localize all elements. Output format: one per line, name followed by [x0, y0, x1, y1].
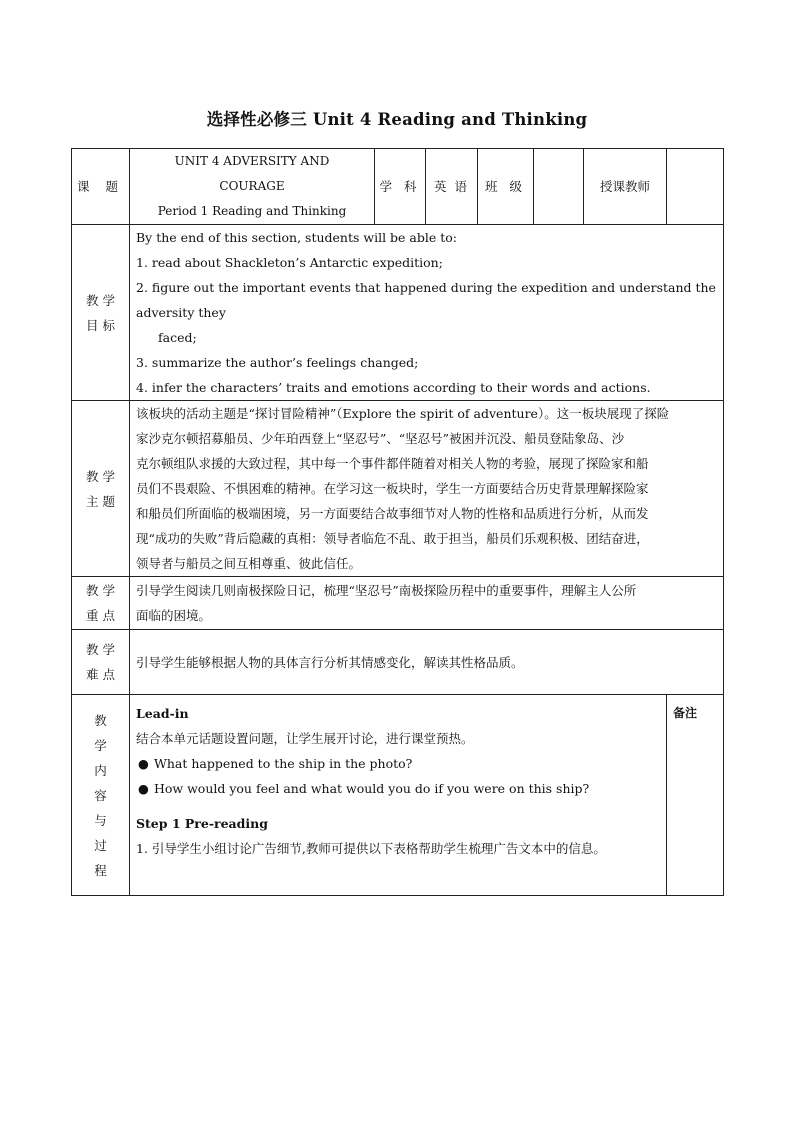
key-points-row: [72, 577, 724, 630]
theme-label: [72, 401, 130, 577]
lesson-plan-table: [71, 148, 724, 896]
key-points-line: 引导学生阅读几则南极探险日记，梳理“坚忍号”南极探险历程中的重要事件，理解主人公所: [136, 583, 637, 598]
objectives-label: [72, 225, 130, 401]
objective-item: 2. figure out the important events that happened during the expedition and understand the adversity they: [136, 280, 716, 320]
bullet-icon: ●: [138, 781, 149, 796]
objective-item: 3. summarize the author’s feelings changed;: [136, 355, 419, 370]
process-label-char: 教: [94, 712, 107, 728]
objective-item-continuation: faced;: [158, 330, 197, 345]
theme-row: [72, 401, 724, 577]
teacher-label: 授课教师: [584, 149, 667, 225]
document-title: 选择性必修三 Unit 4 Reading and Thinking: [206, 110, 588, 129]
subject-label: 学 科: [375, 149, 426, 225]
leadin-heading: Lead-in: [136, 706, 189, 721]
process-label-char: 过: [94, 837, 107, 853]
theme-content: [130, 401, 724, 577]
course-line-3: Period 1 Reading and Thinking: [157, 204, 347, 218]
course-label: 课 题: [72, 149, 130, 225]
course-title-cell: [130, 149, 375, 225]
key-points-label-line-2: 重 点: [86, 608, 115, 623]
theme-line: 克尔顿组队求援的大致过程，其中每一个事件都伴随着对相关人物的考验，展现了探险家和船: [136, 456, 649, 471]
theme-line: 家沙克尔顿招募船员、少年珀西登上“坚忍号”、“坚忍号”被困并沉没、船员登陆象岛、沙: [136, 431, 625, 446]
class-label: 班 级: [478, 149, 534, 225]
header-row: [72, 149, 724, 225]
objectives-row: [72, 225, 724, 401]
subject-value: 英 语: [426, 149, 478, 225]
bullet-item: [136, 751, 660, 776]
theme-label-line-1: 教 学: [86, 468, 115, 484]
theme-line: 领导者与船员之间互相尊重、彼此信任。: [136, 556, 362, 571]
objectives-intro: By the end of this section, students will be able to:: [136, 230, 458, 245]
process-content: [130, 695, 667, 896]
difficulties-content: 引导学生能够根据人物的具体言行分析其情感变化，解读其性格品质。: [130, 630, 724, 695]
bullet-item: [136, 776, 660, 801]
teacher-value: [667, 149, 724, 225]
bullet-icon: ●: [138, 756, 149, 771]
objectives-content: [130, 225, 724, 401]
difficulties-label-line-1: 教 学: [86, 642, 115, 657]
process-label-char: 学: [94, 737, 107, 753]
key-points-label: [72, 577, 130, 630]
process-label: [72, 695, 130, 896]
key-points-content: [130, 577, 724, 630]
theme-label-line-2: 主 题: [86, 493, 115, 509]
leadin-text: 结合本单元话题设置问题，让学生展开讨论，进行课堂预热。: [136, 731, 474, 746]
key-points-line: 面临的困境。: [136, 608, 212, 623]
process-label-char: 内: [94, 762, 107, 778]
bullet-text: How would you feel and what would you do if you were on this ship?: [154, 781, 590, 796]
theme-line: 员们不畏艰险、不惧困难的精神。在学习这一板块时，学生一方面要结合历史背景理解探险家: [136, 481, 649, 496]
course-line-1: UNIT 4 ADVERSITY AND: [174, 154, 330, 168]
objectives-label-line-2: 目 标: [86, 317, 115, 333]
difficulties-label: [72, 630, 130, 695]
difficulties-label-line-2: 难 点: [86, 667, 115, 682]
step1-item: 1. 引导学生小组讨论广告细节,教师可提供以下表格帮助学生梳理广告文本中的信息。: [136, 841, 606, 856]
theme-line: 和船员们所面临的极端困境，另一方面要结合故事细节对人物的性格和品质进行分析，从而发: [136, 506, 649, 521]
process-label-char: 程: [94, 862, 107, 878]
bullet-text: What happened to the ship in the photo?: [154, 756, 413, 771]
difficulties-row: [72, 630, 724, 695]
objective-item: 1. read about Shackleton’s Antarctic expedition;: [136, 255, 443, 270]
key-points-label-line-1: 教 学: [86, 583, 115, 598]
note-cell: 备注: [667, 695, 724, 896]
process-row: [72, 695, 724, 896]
process-label-char: 容: [94, 787, 107, 803]
objectives-label-line-1: 教 学: [86, 292, 115, 308]
process-label-char: 与: [94, 812, 107, 828]
theme-line: 该板块的活动主题是“探讨冒险精神”（Explore the spirit of adventure）。这一板块展现了探险: [136, 406, 670, 421]
objective-item: 4. infer the characters’ traits and emotions according to their words and actions.: [136, 380, 651, 395]
course-line-2: COURAGE: [219, 179, 285, 193]
theme-line: 现“成功的失败”背后隐藏的真相：领导者临危不乱、敢于担当，船员们乐观积极、团结奋进，: [136, 531, 649, 546]
class-value: [534, 149, 584, 225]
step1-heading: Step 1 Pre-reading: [136, 816, 268, 831]
